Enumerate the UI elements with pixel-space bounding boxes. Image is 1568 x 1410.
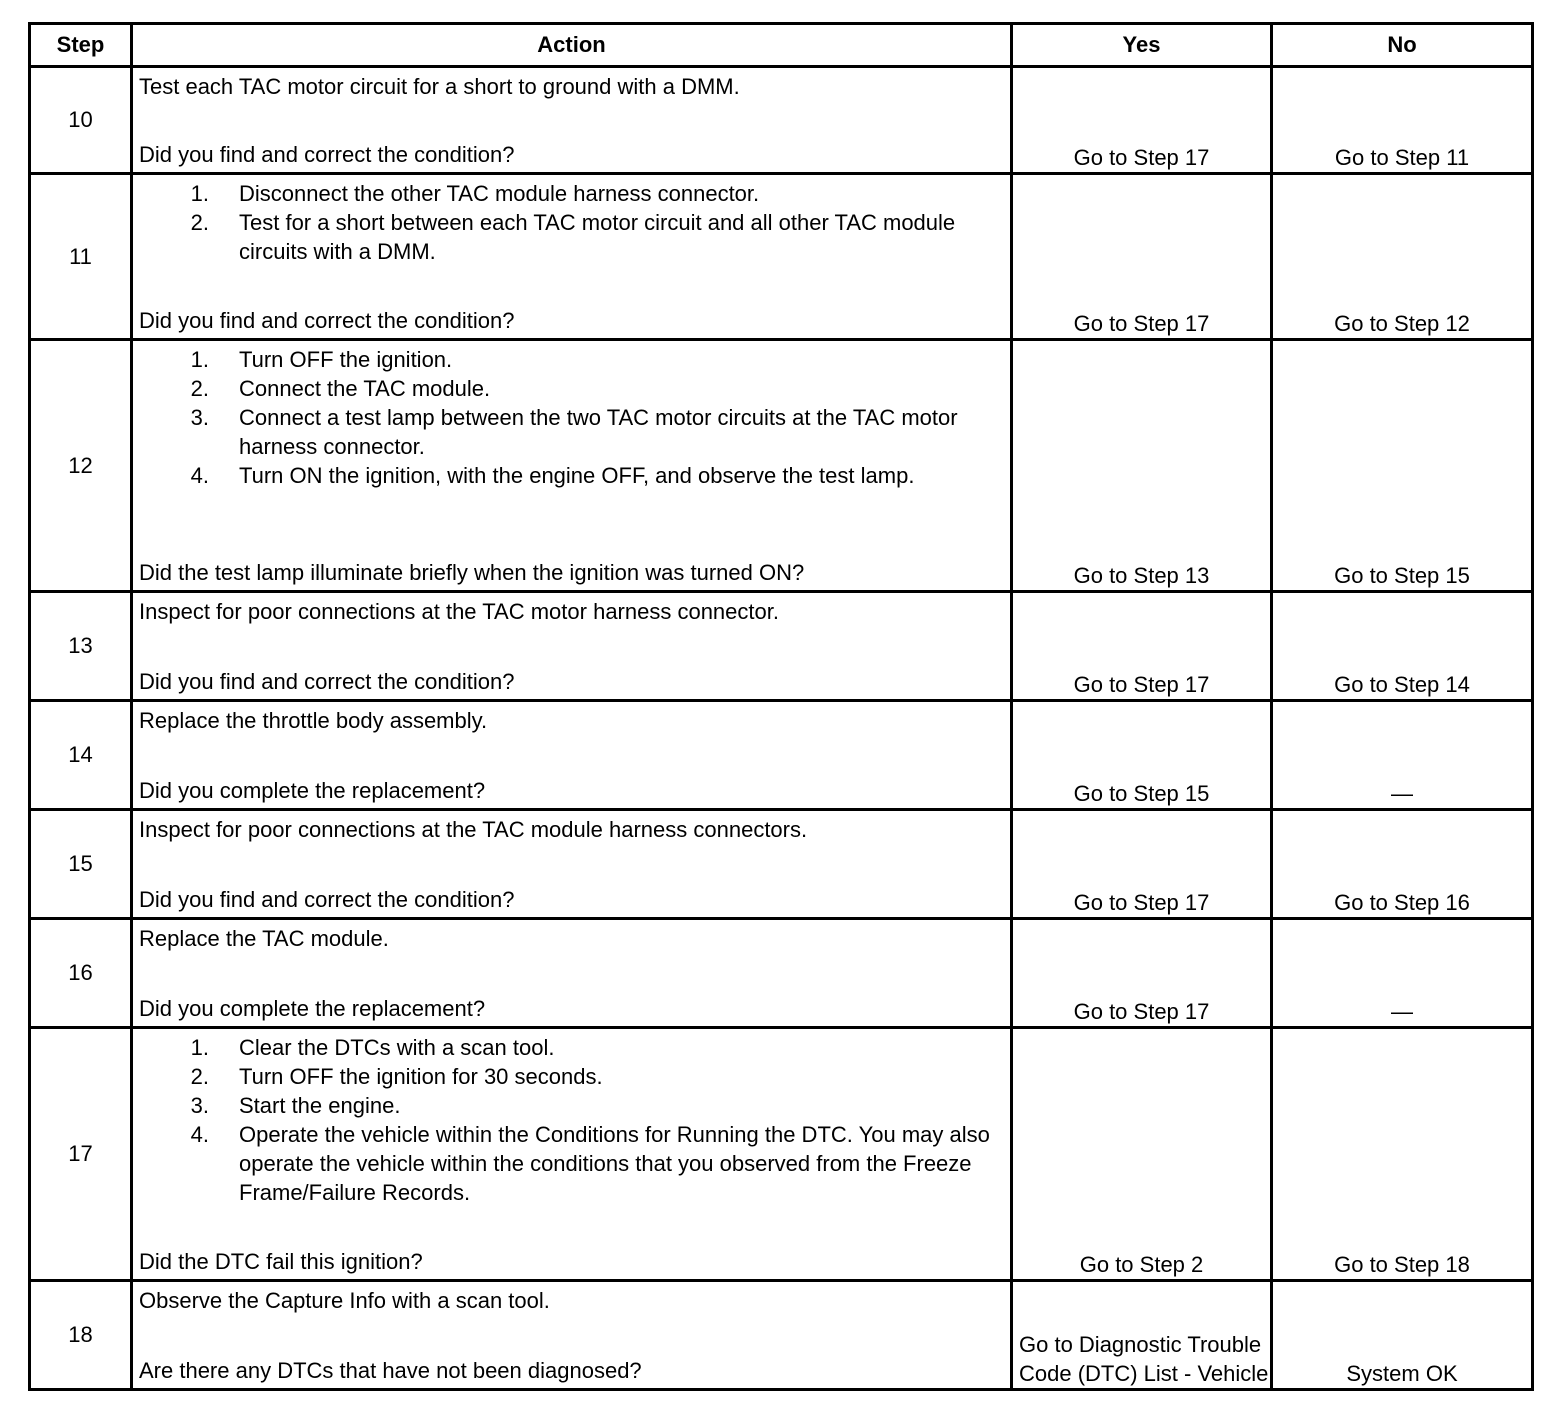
action-cell bbox=[132, 1028, 1012, 1281]
no-answer: Go to Step 18 bbox=[1272, 1028, 1533, 1281]
yes-answer: Go to Step 15 bbox=[1012, 701, 1272, 810]
list-item bbox=[139, 1033, 1002, 1062]
action-content bbox=[133, 1282, 1010, 1388]
action-question: Did you complete the replacement? bbox=[139, 996, 486, 1021]
action-text: Inspect for poor connections at the TAC module harness connectors. bbox=[139, 817, 808, 842]
list-item bbox=[139, 403, 1002, 461]
list-item-number: 4. bbox=[190, 1122, 209, 1147]
table-row bbox=[30, 67, 1533, 174]
step-number: 10 bbox=[30, 67, 132, 174]
action-cell bbox=[132, 592, 1012, 701]
action-instructions bbox=[139, 815, 1002, 844]
list-item-number: 2. bbox=[190, 1064, 209, 1089]
action-instructions bbox=[139, 924, 1002, 953]
list-item-text: Turn OFF the ignition. bbox=[239, 347, 453, 372]
header-row bbox=[30, 24, 1533, 67]
table-row bbox=[30, 810, 1533, 919]
list-item-number: 3. bbox=[190, 405, 209, 430]
yes-answer: Go to Step 17 bbox=[1012, 810, 1272, 919]
action-instructions bbox=[139, 706, 1002, 735]
action-question: Did you find and correct the condition? bbox=[139, 308, 515, 333]
list-item bbox=[139, 374, 1002, 403]
list-item-number: 1. bbox=[190, 347, 209, 372]
action-content bbox=[133, 341, 1010, 590]
header-action: Action bbox=[132, 24, 1012, 67]
no-answer: Go to Step 14 bbox=[1272, 592, 1533, 701]
list-item bbox=[139, 345, 1002, 374]
action-content bbox=[133, 1029, 1010, 1279]
list-item-text: Turn ON the ignition, with the engine OFF, and observe the test lamp. bbox=[239, 463, 915, 488]
table-body bbox=[30, 67, 1533, 1390]
diagnostic-table bbox=[28, 22, 1534, 1391]
list-item-text: Turn OFF the ignition for 30 seconds. bbox=[239, 1064, 603, 1089]
yes-answer: Go to Diagnostic Trouble Code (DTC) List - Vehicle bbox=[1012, 1281, 1272, 1390]
step-number: 13 bbox=[30, 592, 132, 701]
action-content bbox=[133, 68, 1010, 172]
step-number: 12 bbox=[30, 340, 132, 592]
list-item-number: 3. bbox=[190, 1093, 209, 1118]
action-text: Test each TAC motor circuit for a short to ground with a DMM. bbox=[139, 74, 740, 99]
yes-answer: Go to Step 17 bbox=[1012, 919, 1272, 1028]
table-row bbox=[30, 592, 1533, 701]
step-number: 17 bbox=[30, 1028, 132, 1281]
list-item bbox=[139, 1062, 1002, 1091]
list-item-number: 2. bbox=[190, 376, 209, 401]
action-cell bbox=[132, 174, 1012, 340]
action-content bbox=[133, 811, 1010, 917]
action-content bbox=[133, 702, 1010, 808]
list-item-number: 1. bbox=[190, 1035, 209, 1060]
action-steps-list bbox=[139, 1033, 1002, 1207]
action-text: Replace the TAC module. bbox=[139, 926, 389, 951]
action-instructions bbox=[139, 345, 1002, 490]
yes-answer: Go to Step 2 bbox=[1012, 1028, 1272, 1281]
step-number: 18 bbox=[30, 1281, 132, 1390]
action-instructions bbox=[139, 1286, 1002, 1315]
no-answer: Go to Step 16 bbox=[1272, 810, 1533, 919]
no-answer: Go to Step 12 bbox=[1272, 174, 1533, 340]
action-content bbox=[133, 920, 1010, 1026]
list-item-text: Clear the DTCs with a scan tool. bbox=[239, 1035, 555, 1060]
list-item bbox=[139, 1120, 1002, 1207]
step-number: 16 bbox=[30, 919, 132, 1028]
yes-answer: Go to Step 17 bbox=[1012, 592, 1272, 701]
action-cell bbox=[132, 919, 1012, 1028]
list-item bbox=[139, 208, 1002, 266]
action-question: Did you complete the replacement? bbox=[139, 778, 486, 803]
yes-answer: Go to Step 13 bbox=[1012, 340, 1272, 592]
action-instructions bbox=[139, 72, 1002, 101]
list-item-number: 1. bbox=[190, 181, 209, 206]
action-question: Did you find and correct the condition? bbox=[139, 669, 515, 694]
no-answer: Go to Step 15 bbox=[1272, 340, 1533, 592]
action-instructions bbox=[139, 179, 1002, 266]
list-item-text: Connect the TAC module. bbox=[239, 376, 491, 401]
table-row bbox=[30, 340, 1533, 592]
list-item bbox=[139, 1091, 1002, 1120]
table-row bbox=[30, 174, 1533, 340]
action-cell bbox=[132, 1281, 1012, 1390]
action-content bbox=[133, 175, 1010, 338]
action-cell bbox=[132, 67, 1012, 174]
action-content bbox=[133, 593, 1010, 699]
action-question: Are there any DTCs that have not been diagnosed? bbox=[139, 1358, 642, 1383]
action-question: Did you find and correct the condition? bbox=[139, 142, 515, 167]
list-item-text: Test for a short between each TAC motor circuit and all other TAC module circuits with a DMM. bbox=[239, 210, 956, 264]
step-number: 11 bbox=[30, 174, 132, 340]
table-row bbox=[30, 919, 1533, 1028]
header-no: No bbox=[1272, 24, 1533, 67]
table-row bbox=[30, 701, 1533, 810]
no-answer: Go to Step 11 bbox=[1272, 67, 1533, 174]
action-text: Observe the Capture Info with a scan tool. bbox=[139, 1288, 550, 1313]
action-steps-list bbox=[139, 345, 1002, 490]
no-answer: — bbox=[1272, 919, 1533, 1028]
header-step: Step bbox=[30, 24, 132, 67]
action-instructions bbox=[139, 1033, 1002, 1207]
action-cell bbox=[132, 810, 1012, 919]
list-item-number: 2. bbox=[190, 210, 209, 235]
step-number: 14 bbox=[30, 701, 132, 810]
yes-answer: Go to Step 17 bbox=[1012, 67, 1272, 174]
action-text: Inspect for poor connections at the TAC motor harness connector. bbox=[139, 599, 779, 624]
list-item-number: 4. bbox=[190, 463, 209, 488]
action-question: Did the test lamp illuminate briefly when the ignition was turned ON? bbox=[139, 560, 805, 585]
action-cell bbox=[132, 340, 1012, 592]
no-answer: System OK bbox=[1272, 1281, 1533, 1390]
list-item-text: Connect a test lamp between the two TAC motor circuits at the TAC motor harness connector. bbox=[239, 405, 958, 459]
action-question: Did the DTC fail this ignition? bbox=[139, 1249, 423, 1274]
action-cell bbox=[132, 701, 1012, 810]
list-item-text: Start the engine. bbox=[239, 1093, 401, 1118]
no-answer: — bbox=[1272, 701, 1533, 810]
action-instructions bbox=[139, 597, 1002, 626]
yes-answer: Go to Step 17 bbox=[1012, 174, 1272, 340]
list-item bbox=[139, 461, 1002, 490]
step-number: 15 bbox=[30, 810, 132, 919]
header-yes: Yes bbox=[1012, 24, 1272, 67]
action-text: Replace the throttle body assembly. bbox=[139, 708, 488, 733]
list-item bbox=[139, 179, 1002, 208]
list-item-text: Operate the vehicle within the Conditions for Running the DTC. You may also operate the vehicle within the conditions that you observed from the Freeze Frame/Failure Records. bbox=[239, 1122, 990, 1205]
list-item-text: Disconnect the other TAC module harness connector. bbox=[239, 181, 760, 206]
action-steps-list bbox=[139, 179, 1002, 266]
action-question: Did you find and correct the condition? bbox=[139, 887, 515, 912]
table-row bbox=[30, 1028, 1533, 1281]
table-row bbox=[30, 1281, 1533, 1390]
